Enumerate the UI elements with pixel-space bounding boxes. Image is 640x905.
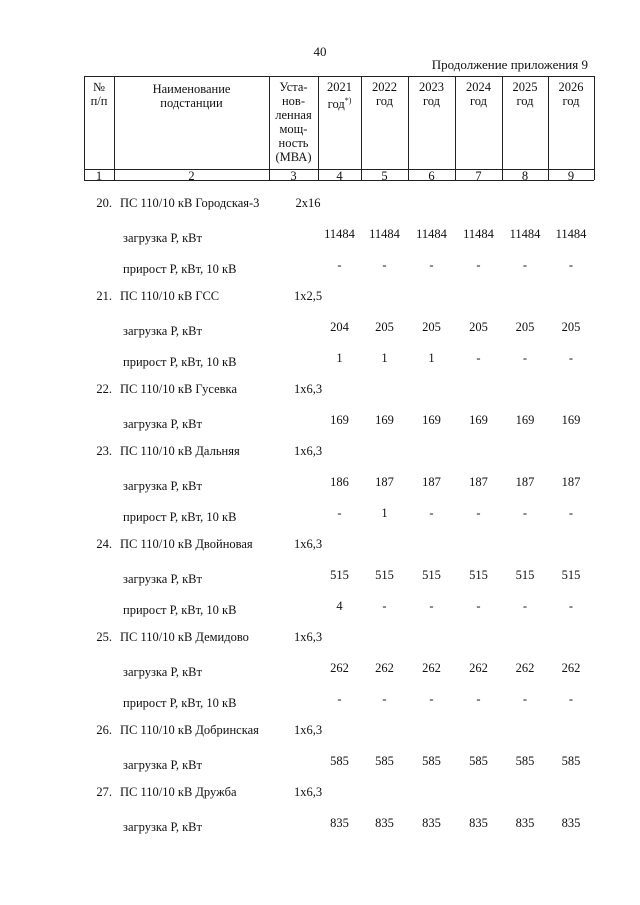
load-value: 515 [469, 568, 488, 582]
header-column-number: 4 [336, 169, 343, 183]
increment-value: - [476, 599, 481, 613]
header-year-value: 2024 [466, 80, 491, 94]
load-value: 262 [515, 661, 535, 675]
row-index: 24. [96, 537, 112, 551]
header-year-label: год [469, 94, 488, 108]
increment-value: - [522, 506, 528, 520]
load-value: 585 [422, 754, 441, 768]
installed-capacity: 1х6,3 [293, 537, 323, 551]
load-value: 835 [330, 816, 349, 830]
increment-value: - [429, 692, 434, 706]
header-year-label: год [375, 94, 394, 108]
load-value: 169 [469, 413, 488, 427]
header-vertical-rule [594, 76, 595, 180]
header-year-2024 [455, 80, 502, 108]
header-column-number: 7 [475, 169, 482, 183]
installed-capacity: 2х16 [295, 196, 321, 210]
installed-capacity: 1х2,5 [293, 289, 323, 303]
substation-name: ПС 110/10 кВ Городская-3 [120, 196, 260, 210]
load-value: 515 [330, 568, 349, 582]
page-number: 40 [313, 44, 327, 59]
header-col-number [84, 80, 114, 108]
header-col-number-line: № [93, 80, 105, 94]
increment-value: 4 [336, 599, 343, 613]
installed-capacity: 1х6,3 [293, 785, 323, 799]
load-label: загрузка Р, кВт [123, 758, 202, 772]
header-year-label: год*) [327, 96, 352, 112]
load-value: 262 [469, 661, 488, 675]
load-label: загрузка Р, кВт [123, 572, 202, 586]
header-col-capacity-line: ленная [275, 108, 312, 122]
increment-value: - [522, 692, 528, 706]
increment-label: прирост Р, кВт, 10 кВ [123, 696, 237, 710]
load-value: 835 [515, 816, 535, 830]
increment-value: - [476, 506, 481, 520]
load-value: 205 [515, 320, 535, 334]
load-value: 11484 [369, 227, 400, 241]
increment-value: - [337, 258, 342, 272]
load-value: 262 [561, 661, 581, 675]
header-year-value: 2023 [419, 80, 444, 94]
header-column-number: 3 [290, 169, 297, 183]
header-year-2022 [361, 80, 408, 108]
increment-label: прирост Р, кВт, 10 кВ [123, 355, 237, 369]
substation-name: ПС 110/10 кВ Гусевка [120, 382, 237, 396]
load-value: 515 [375, 568, 394, 582]
load-value: 204 [330, 320, 349, 334]
header-col-capacity-line: ность [278, 136, 309, 150]
increment-value: - [522, 258, 528, 272]
load-value: 585 [515, 754, 535, 768]
load-value: 11484 [416, 227, 447, 241]
header-year-2026 [548, 80, 594, 108]
row-index: 22. [96, 382, 112, 396]
header-col-capacity-line: мощ- [279, 122, 308, 136]
increment-value: - [429, 506, 434, 520]
increment-value: - [476, 258, 481, 272]
load-value: 11484 [555, 227, 587, 241]
header-col-name-line: Наименование [152, 82, 231, 96]
header-year-value: 2025 [512, 80, 538, 94]
load-value: 262 [375, 661, 394, 675]
increment-value: - [476, 692, 481, 706]
row-index: 21. [96, 289, 112, 303]
load-value: 205 [469, 320, 488, 334]
continuation-note: Продолжение приложения 9 [431, 57, 588, 72]
load-value: 835 [469, 816, 488, 830]
load-value: 262 [422, 661, 441, 675]
load-label: загрузка Р, кВт [123, 820, 202, 834]
header-year-2021 [318, 80, 361, 111]
increment-value: - [568, 351, 574, 365]
header-year-value: 2026 [558, 80, 584, 94]
header-column-number: 8 [521, 169, 529, 183]
header-column-number: 5 [381, 169, 388, 183]
increment-value: - [568, 599, 574, 613]
substation-name: ПС 110/10 кВ ГСС [120, 289, 220, 303]
load-value: 169 [561, 413, 581, 427]
load-label: загрузка Р, кВт [123, 231, 202, 245]
load-value: 169 [515, 413, 535, 427]
load-value: 585 [469, 754, 488, 768]
increment-value: - [429, 599, 434, 613]
load-value: 835 [561, 816, 581, 830]
header-col-number-line: п/п [90, 94, 108, 108]
substation-name: ПС 110/10 кВ Демидово [120, 630, 249, 644]
load-value: 169 [375, 413, 394, 427]
load-value: 262 [330, 661, 349, 675]
load-value: 186 [330, 475, 349, 489]
header-year-value: 2021 [327, 80, 352, 94]
load-value: 187 [375, 475, 394, 489]
header-column-number: 9 [567, 169, 575, 183]
load-label: загрузка Р, кВт [123, 479, 202, 493]
increment-value: 1 [381, 351, 388, 365]
increment-label: прирост Р, кВт, 10 кВ [123, 262, 237, 276]
header-column-number: 2 [188, 169, 195, 183]
load-value: 835 [375, 816, 394, 830]
load-value: 585 [330, 754, 349, 768]
increment-value: - [382, 258, 387, 272]
row-index: 26. [96, 723, 112, 737]
load-value: 11484 [324, 227, 355, 241]
substation-name: ПС 110/10 кВ Дальняя [120, 444, 240, 458]
load-value: 187 [561, 475, 581, 489]
load-label: загрузка Р, кВт [123, 665, 202, 679]
load-value: 515 [561, 568, 581, 582]
header-year-label: год [422, 94, 441, 108]
header-col-capacity-line: нов- [281, 94, 305, 108]
increment-value: - [568, 258, 574, 272]
header-col-name-line: подстанции [160, 96, 223, 110]
header-col-capacity-line: Уста- [279, 80, 308, 94]
load-value: 205 [561, 320, 581, 334]
header-year-footnote-mark: *) [344, 96, 352, 105]
row-index: 25. [96, 630, 112, 644]
load-value: 11484 [463, 227, 494, 241]
increment-label: прирост Р, кВт, 10 кВ [123, 510, 237, 524]
increment-value: - [382, 599, 387, 613]
increment-value: - [522, 599, 528, 613]
header-col-name [114, 82, 269, 110]
header-col-capacity [269, 80, 318, 164]
load-value: 585 [561, 754, 581, 768]
increment-value: - [568, 506, 574, 520]
substation-name: ПС 110/10 кВ Дружба [120, 785, 237, 799]
installed-capacity: 1х6,3 [293, 630, 323, 644]
increment-value: - [337, 692, 342, 706]
row-index: 23. [96, 444, 112, 458]
increment-value: - [568, 692, 574, 706]
load-value: 515 [422, 568, 441, 582]
installed-capacity: 1х6,3 [293, 444, 323, 458]
increment-value: - [522, 351, 528, 365]
increment-label: прирост Р, кВт, 10 кВ [123, 603, 237, 617]
load-value: 169 [330, 413, 349, 427]
load-label: загрузка Р, кВт [123, 417, 202, 431]
header-year-label: год [562, 94, 580, 108]
header-year-2025 [502, 80, 548, 108]
substation-name: ПС 110/10 кВ Добринская [120, 723, 259, 737]
increment-value: - [476, 351, 481, 365]
load-value: 205 [422, 320, 441, 334]
increment-value: - [382, 692, 387, 706]
increment-value: 1 [336, 351, 343, 365]
table-header [84, 76, 594, 183]
load-value: 187 [469, 475, 488, 489]
increment-value: 1 [381, 506, 388, 520]
increment-value: - [429, 258, 434, 272]
load-value: 515 [515, 568, 535, 582]
installed-capacity: 1х6,3 [293, 382, 323, 396]
header-top-rule [84, 76, 594, 77]
header-column-number: 6 [428, 169, 435, 183]
installed-capacity: 1х6,3 [293, 723, 323, 737]
header-year-label: год [516, 94, 534, 108]
load-value: 585 [375, 754, 394, 768]
row-index: 20. [96, 196, 112, 210]
load-value: 187 [515, 475, 535, 489]
increment-value: - [337, 506, 342, 520]
header-col-capacity-line: (МВА) [275, 150, 312, 164]
load-value: 11484 [509, 227, 541, 241]
substation-name: ПС 110/10 кВ Двойновая [120, 537, 253, 551]
load-value: 169 [422, 413, 441, 427]
load-value: 205 [375, 320, 394, 334]
header-year-value: 2022 [372, 80, 397, 94]
header-year-2023 [408, 80, 455, 108]
header-column-number: 1 [95, 169, 103, 183]
load-value: 187 [422, 475, 441, 489]
row-index: 27. [96, 785, 112, 799]
increment-value: 1 [428, 351, 435, 365]
load-label: загрузка Р, кВт [123, 324, 202, 338]
load-value: 835 [422, 816, 441, 830]
